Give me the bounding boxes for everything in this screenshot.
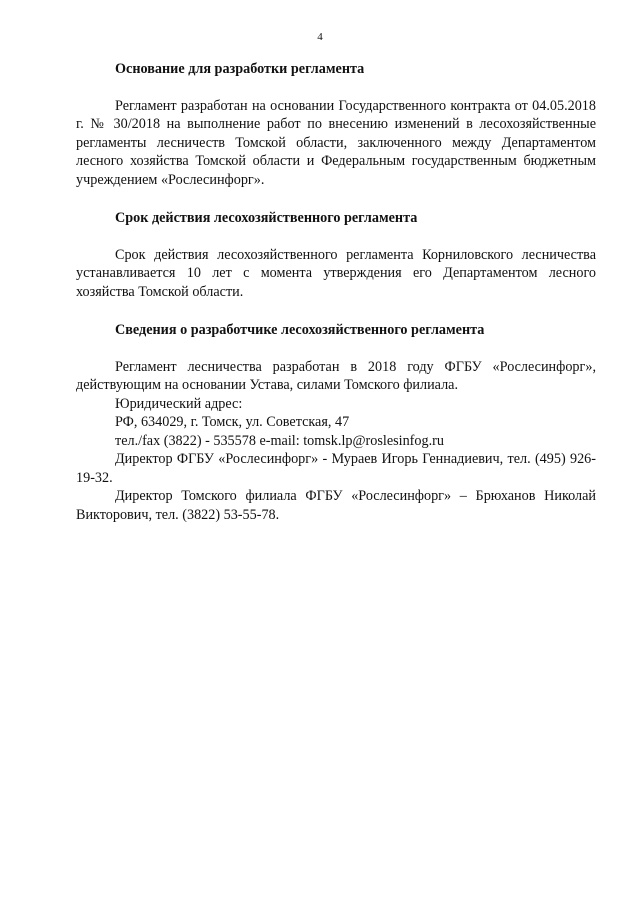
document-body [76, 60, 596, 524]
director-line: Директор ФГБУ «Рослесинфорг» - Мураев Игорь Геннадиевич, тел. (495) 926-19-32. [76, 451, 596, 486]
page-number: 4 [317, 31, 323, 43]
spacer [76, 301, 596, 321]
address-label: Юридический адрес: [115, 395, 243, 412]
branch-director-line: Директор Томского филиала ФГБУ «Рослесинфорг» – Брюханов Николай Викторович, тел. (3822) 53-55-78. [76, 488, 596, 523]
spacer [76, 189, 596, 209]
developer-intro: Регламент лесничества разработан в 2018 году ФГБУ «Рослесинфорг», действующим на основании Устава, силами Томского филиала. [76, 358, 596, 393]
contact-line: тел./fax (3822) - 535578 e-mail: tomsk.lp@roslesinfog.ru [115, 432, 444, 449]
section-heading-basis: Основание для разработки регламента [115, 61, 365, 77]
section-heading-developer: Сведения о разработчике лесохозяйственного регламента [115, 322, 485, 338]
section-heading-validity: Срок действия лесохозяйственного регламента [115, 210, 418, 226]
legal-address: РФ, 634029, г. Томск, ул. Советская, 47 [115, 414, 350, 430]
spacer [76, 340, 596, 358]
section-text-validity: Срок действия лесохозяйственного регламента Корниловского лесничества устанавливается 10 лет с момента утверждения его Департаментом лесного хозяйства Томской области. [76, 246, 596, 300]
spacer [76, 228, 596, 246]
section-text-basis: Регламент разработан на основании Государственного контракта от 04.05.2018 г. № 30/2018 на выполнение работ по внесению изменений в лесохозяйственные регламенты лесничеств Томской области, заключенного между Департаментом лесного хозяйства Томской области и Федеральным государственным бюджетным учреждением «Рослесинфорг». [76, 97, 596, 188]
spacer [76, 79, 596, 97]
